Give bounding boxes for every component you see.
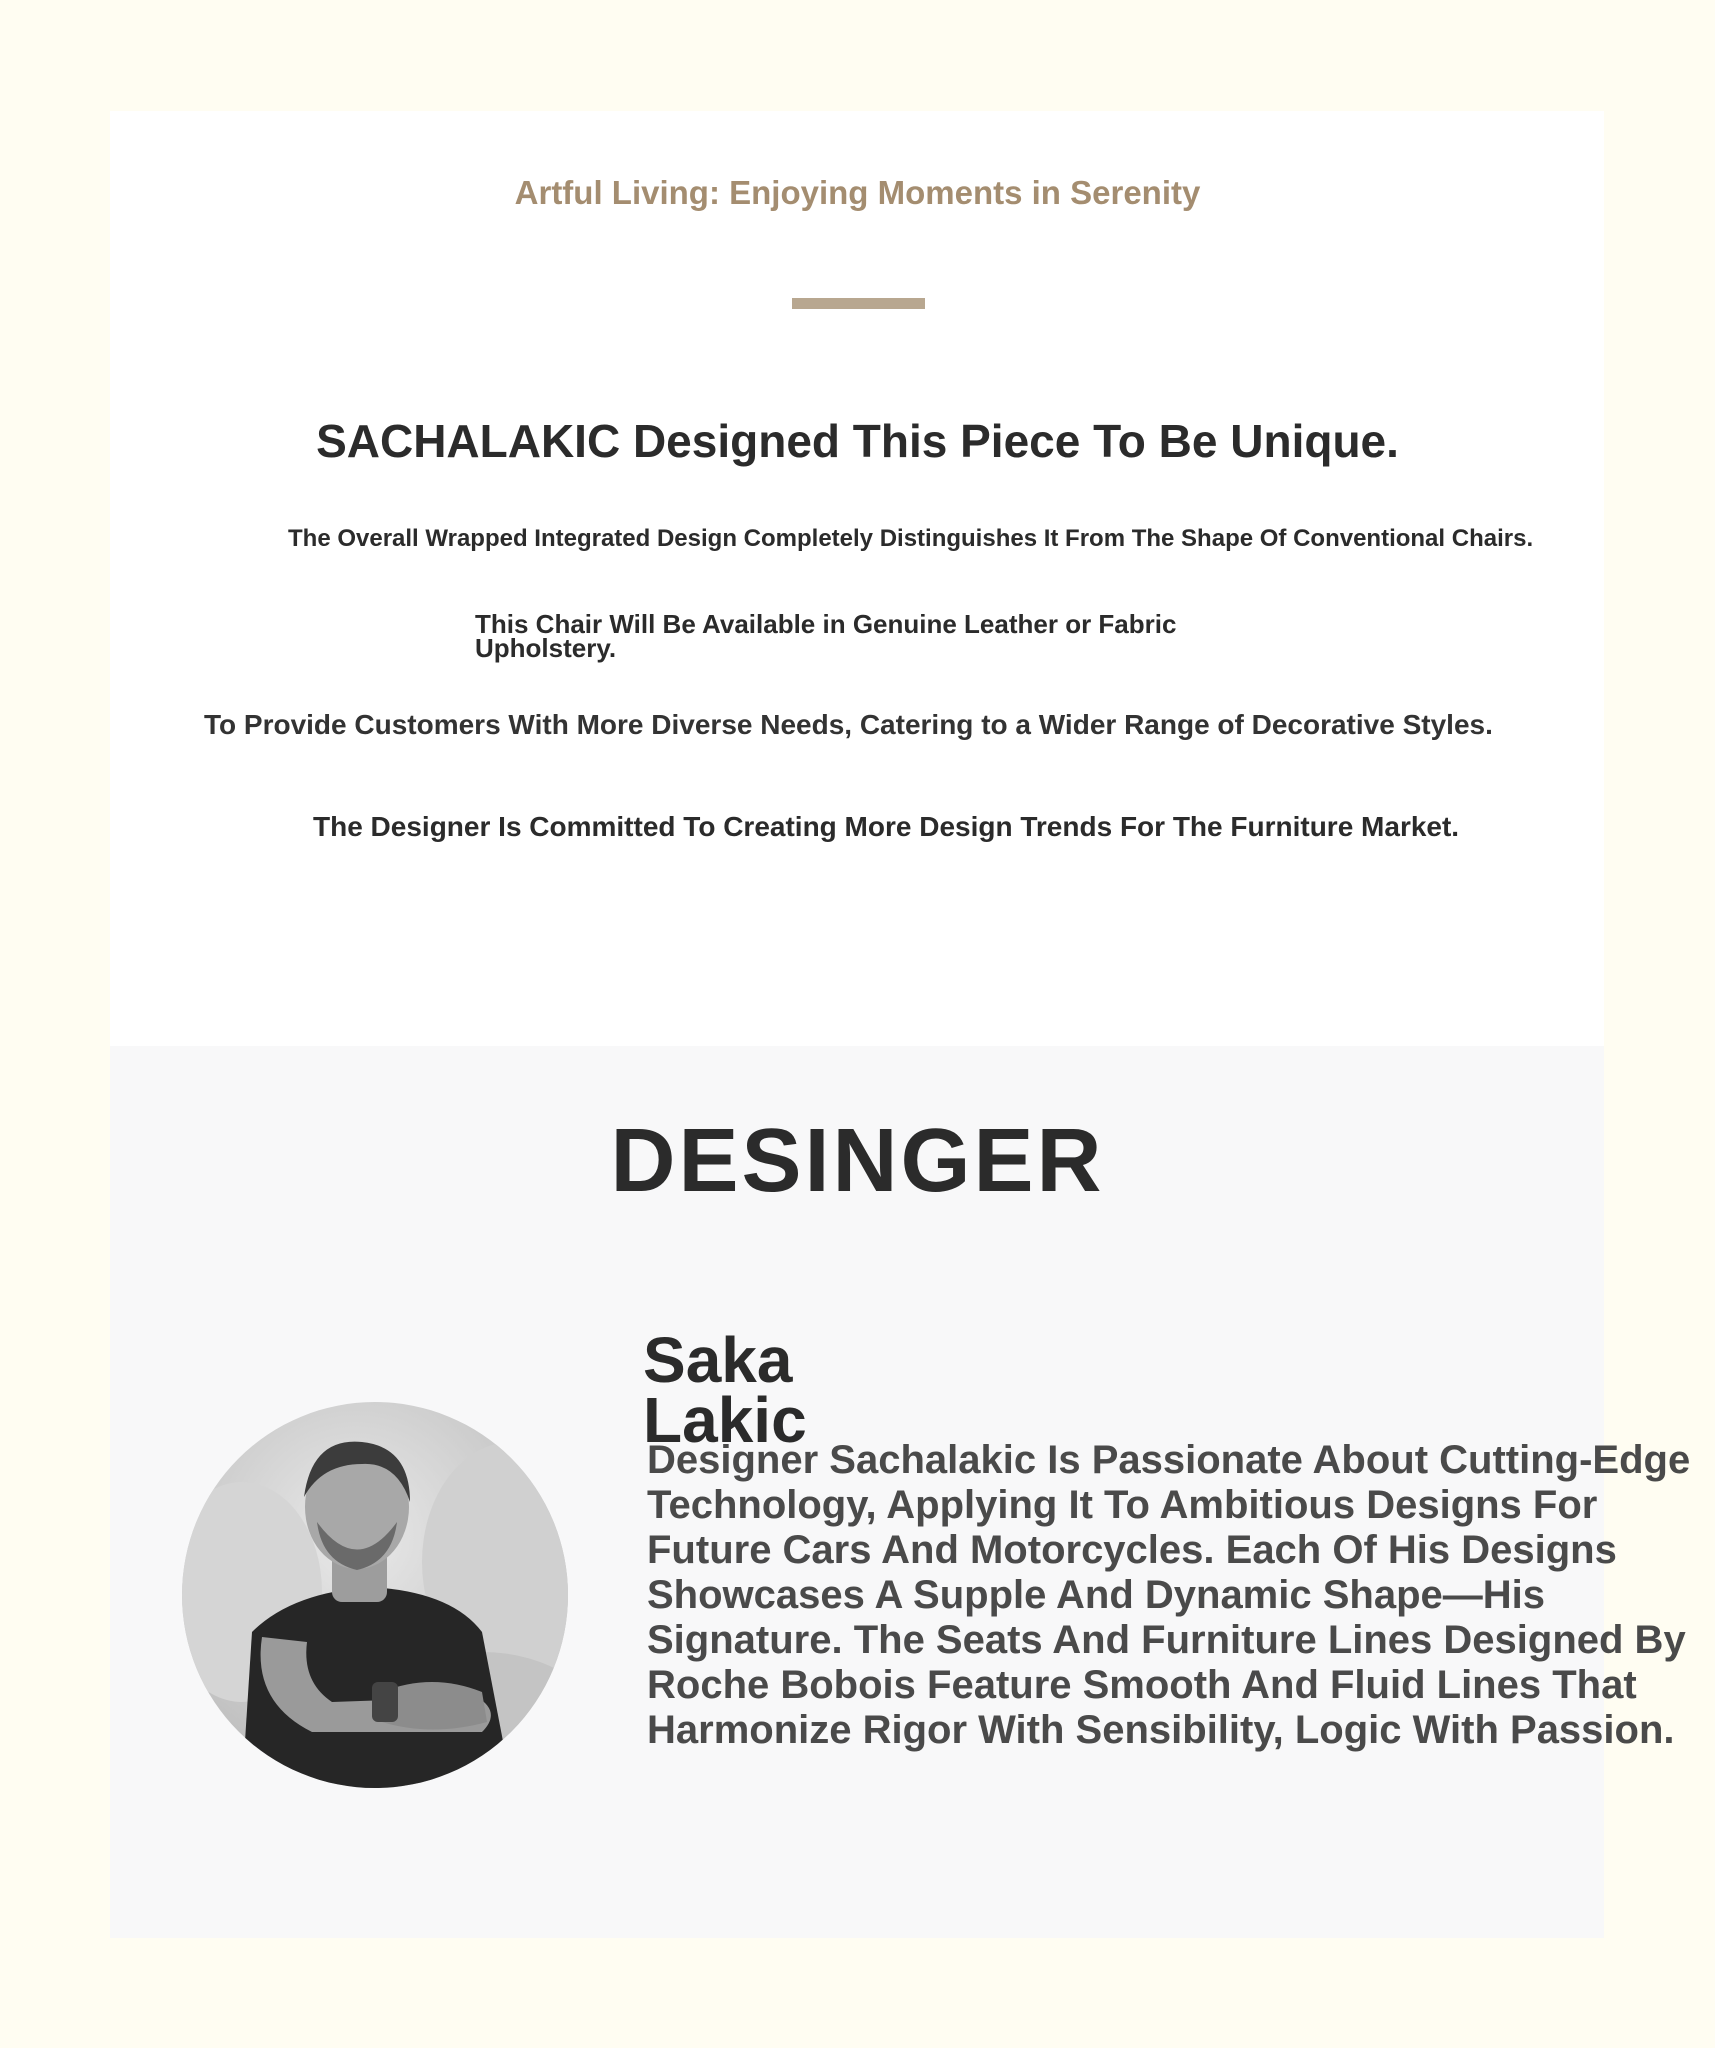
intro-line: The Overall Wrapped Integrated Design Completely Distinguishes It From The Shape Of Conventional Chairs. xyxy=(288,525,1534,552)
designer-portrait-icon xyxy=(182,1402,568,1788)
designer-bio: Designer Sachalakic Is Passionate About Cutting-Edge Technology, Applying It To Ambitious Designs For Future Cars And Motorcycles. Each Of His Designs Showcases A Supple And Dynamic Shape—His Signature. The Seats And Furniture Lines Designed By Roche Bobois Feature Smooth And Fluid Lines That Harmonize Rigor With Sensibility, Logic With Passion. xyxy=(647,1438,1691,1752)
product-intro-panel xyxy=(110,111,1604,1046)
intro-line: To Provide Customers With More Diverse Needs, Catering to a Wider Range of Decorative Styles. xyxy=(204,709,1493,740)
intro-headline: SACHALAKIC Designed This Piece To Be Unique. xyxy=(316,415,1399,467)
designer-portrait-avatar xyxy=(182,1402,568,1788)
section-subtitle: Artful Living: Enjoying Moments in Serenity xyxy=(514,174,1201,211)
intro-line: The Designer Is Committed To Creating More Design Trends For The Furniture Market. xyxy=(313,811,1460,842)
designer-section-title: DESINGER xyxy=(610,1111,1105,1211)
intro-line: This Chair Will Be Available in Genuine Leather or Fabric Upholstery. xyxy=(475,609,1177,663)
title-divider xyxy=(792,298,925,309)
designer-name: Saka Lakic xyxy=(643,1324,807,1456)
